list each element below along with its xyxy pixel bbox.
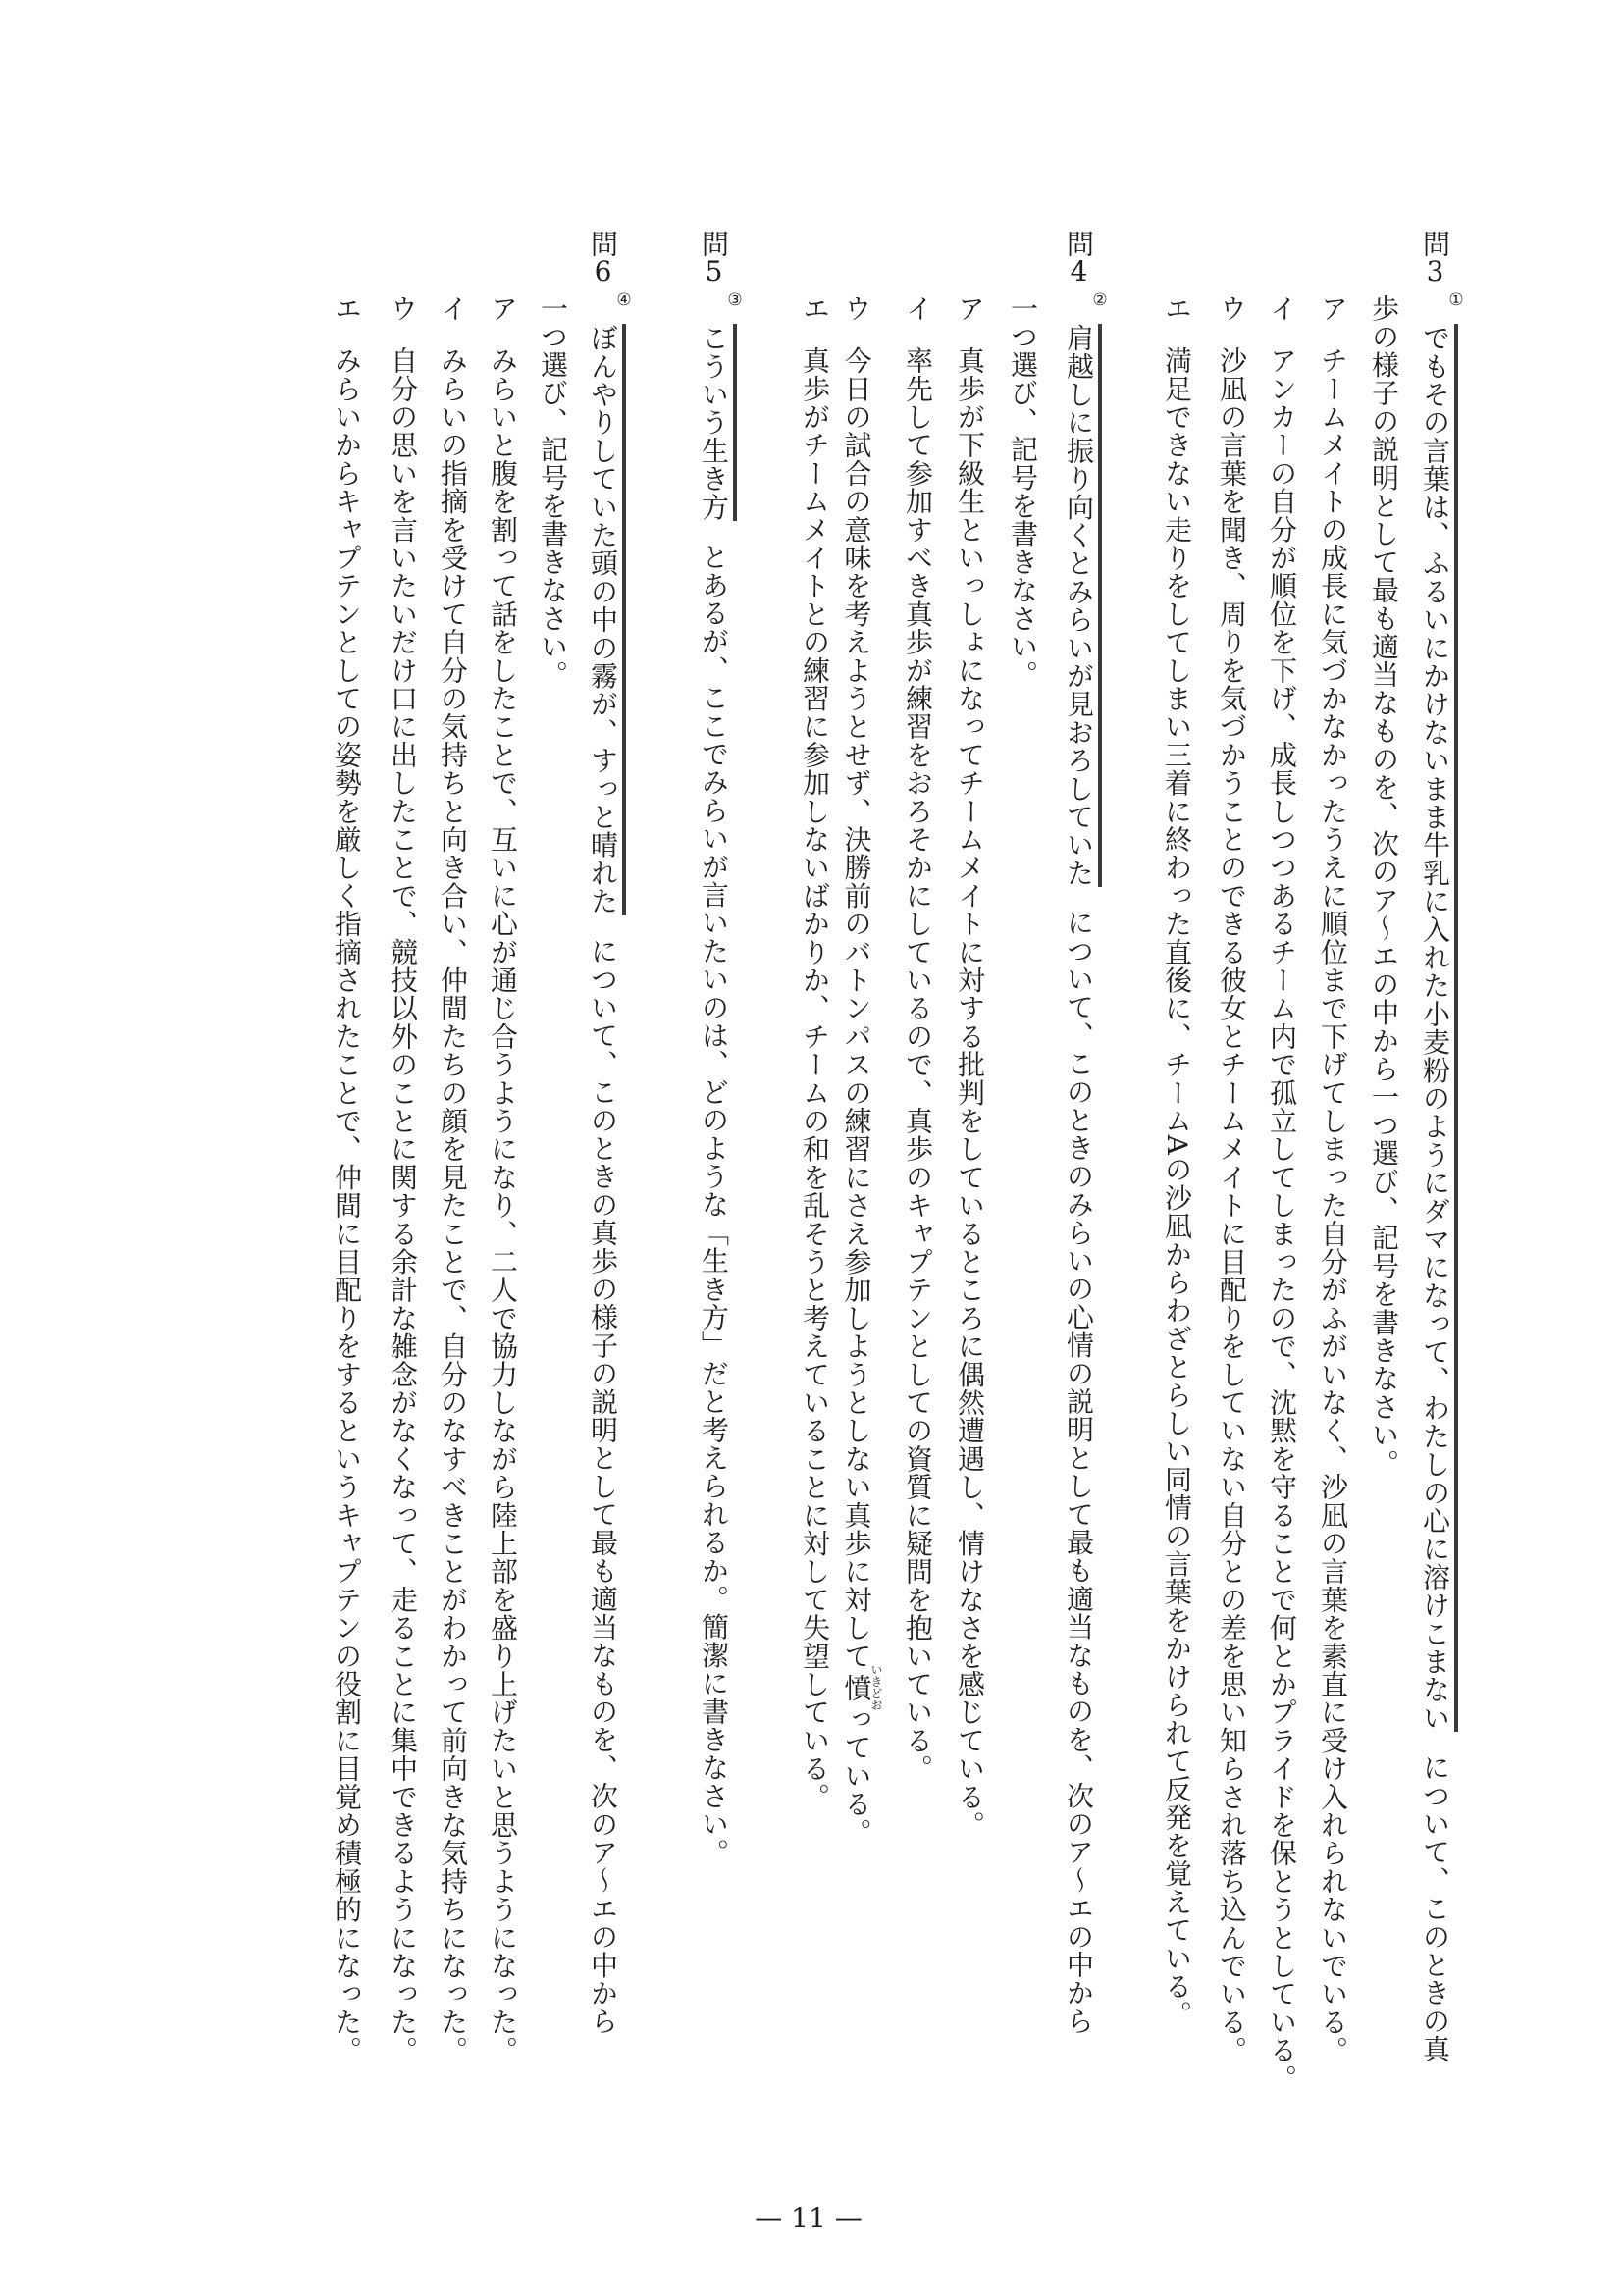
choice-u	[1217, 294, 1246, 2063]
sidelined-quote: ぼんやりしていた頭の中の霧が、すっと晴れた	[587, 324, 626, 915]
question-number: 問5	[698, 230, 730, 286]
prompt-continuation: 歩の様子の説明として最も適当なものを、次のア～エの中から一つ選び、記号を書きなさい。	[1368, 294, 1400, 1478]
choice-label: エ	[799, 294, 831, 323]
choice-label: ウ	[1216, 294, 1248, 323]
choice-label: ウ	[840, 294, 873, 323]
choice-text: 真歩がチームメイトとの練習に参加しないばかりか、チームの和を乱そうと考えていることに対して失望している。	[799, 345, 831, 1811]
choice-text: みらいの指摘を受けて自分の気持ちと向き合い、仲間たちの顔を見たことで、自分のなすべきことがわかって前向きな気持ちになった。	[437, 345, 469, 2064]
ruby-base: 憤	[840, 1663, 873, 1711]
ruby-word	[840, 1663, 883, 1711]
choice-label: エ	[331, 294, 363, 323]
choice-text-part: っている。	[840, 1704, 873, 1847]
sidelined-quote: こういう生き方	[698, 324, 737, 521]
prompt-text: とあるが、ここでみらいが言いたいのは、どのような「生き方」だと考えられるか。簡潔に書きなさい。	[698, 542, 730, 1866]
question-prompt	[588, 324, 617, 2035]
choice-text: みらいからキャプテンとしての姿勢を厳しく指摘されたことで、仲間に目配りをするというキャプテンの役割に目覚め積極的になった。	[331, 345, 363, 2064]
question-prompt	[1420, 324, 1449, 2063]
sideline-marker: ③	[727, 290, 743, 310]
choice-text-part: 今日の試合の意味を考えようとせず、決勝前のバトンパスの練習にさえ参加しようとしない真歩に対して	[840, 345, 873, 1670]
choice-u	[840, 294, 883, 1847]
question-number: 問6	[587, 230, 619, 286]
sidelined-quote: 肩越しに振り向くとみらいが見おろしていた	[1063, 324, 1102, 887]
choice-text: 自分の思いを言いたいだけ口に出したことで、競技以外のことに関する余計な雑念がなくなって、走ることに集中できるようになった。	[387, 345, 419, 2064]
choice-label: ウ	[387, 294, 419, 323]
prompt-text: について、このときの真	[1419, 1753, 1451, 2063]
choice-i	[1267, 294, 1296, 2092]
prompt-continuation: 一つ選び、記号を書きなさい。	[537, 294, 569, 689]
choice-text	[840, 323, 883, 1847]
sideline-marker: ④	[616, 290, 632, 310]
choice-e	[800, 294, 829, 1810]
choice-label: ア	[1317, 294, 1349, 323]
question-prompt	[1064, 324, 1093, 2035]
prompt-text: について、このときのみらいの心情の説明として最も適当なものを、次のア～エの中から	[1063, 909, 1095, 2035]
choice-a	[955, 294, 984, 1839]
ruby-reading: いきどお	[869, 1663, 883, 1711]
choice-text: みらいと腹を割って話をしたことで、互いに心が通じ合うようになり、二人で協力しながら陸上部を盛り上げたいと思うようになった。	[487, 345, 519, 2064]
choice-label: イ	[1266, 294, 1298, 323]
choice-e	[1162, 294, 1191, 2028]
choice-label: ア	[954, 294, 986, 323]
choice-label: イ	[902, 294, 934, 323]
sideline-marker: ①	[1448, 290, 1464, 310]
choice-label: ア	[487, 294, 519, 323]
choice-text: チームメイトの成長に気づかなかったうえに順位まで下げてしまった自分がふがいなく、沙凪の言葉を素直に受け入れられないでいる。	[1317, 345, 1349, 2064]
page-number: — 11 —	[755, 2202, 863, 2234]
choice-text: 満足できない走りをしてしまい三着に終わった直後に、チームAの沙凪からわざとらしい同情の言葉をかけられて反発を覚えている。	[1161, 345, 1193, 2028]
question-number: 問3	[1419, 230, 1451, 286]
prompt-text: について、このときの真歩の様子の説明として最も適当なものを、次のア～エの中から	[587, 936, 619, 2036]
choice-text: アンカーの自分が順位を下げ、成長しつつあるチーム内で孤立してしまったので、沈黙を守ることで何とかプライドを保とうとしている。	[1266, 345, 1298, 2093]
choice-label: イ	[437, 294, 469, 323]
sideline-marker: ②	[1092, 290, 1108, 310]
choice-i	[438, 294, 467, 2063]
choice-text: 沙凪の言葉を聞き、周りを気づかうことのできる彼女とチームメイトに目配りをしていない自分との差を思い知らされ落ち込んでいる。	[1216, 345, 1248, 2064]
choice-i	[903, 294, 932, 1782]
question-number: 問4	[1063, 230, 1095, 286]
choice-a	[1318, 294, 1347, 2063]
question-prompt	[699, 324, 728, 1866]
choice-label: エ	[1161, 294, 1193, 323]
choice-text: 真歩が下級生といっしょになってチームメイトに対する批判をしているところに偶然遭遇し、情けなさを感じている。	[954, 345, 986, 1839]
choice-a	[488, 294, 517, 2063]
choice-u	[388, 294, 417, 2063]
choice-e	[332, 294, 361, 2063]
sidelined-quote: でもその言葉は、ふるいにかけないまま牛乳に入れた小麦粉のようにダマになって、わたしの心に溶けこまない	[1419, 324, 1458, 1732]
choice-text: 率先して参加すべき真歩が練習をおろそかにしているので、真歩のキャプテンとしての資質に疑問を抱いている。	[902, 345, 934, 1783]
prompt-continuation: 一つ選び、記号を書きなさい。	[1007, 294, 1039, 689]
